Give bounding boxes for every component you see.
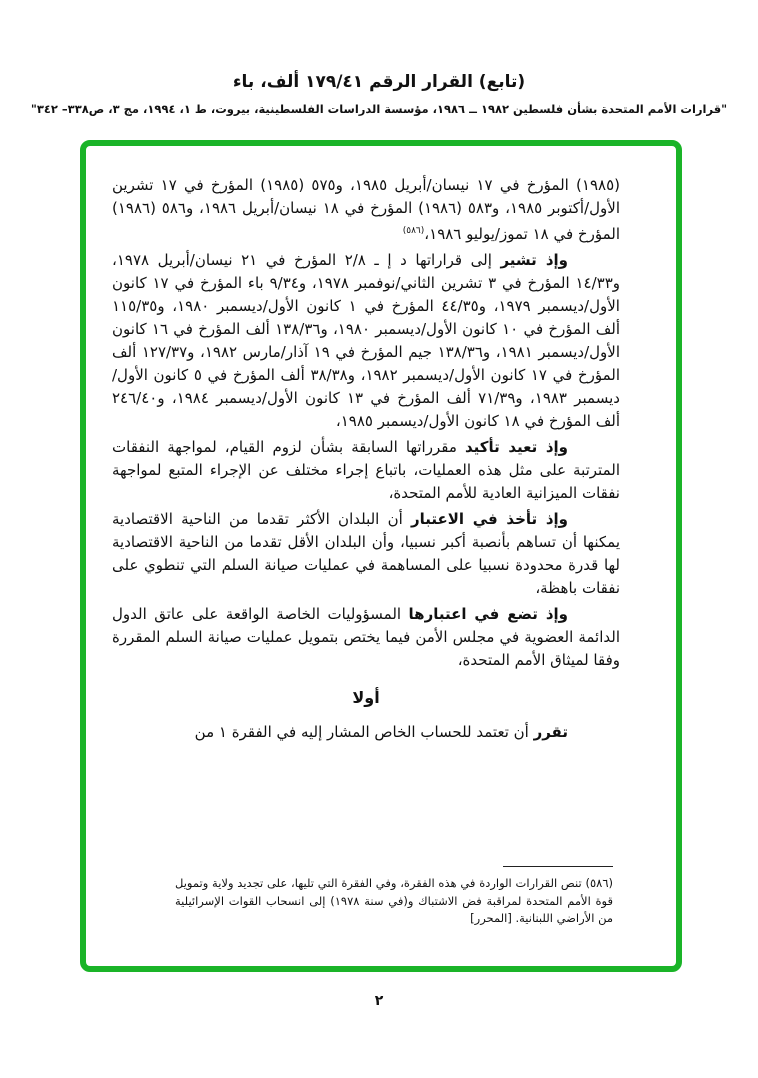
reaffirming-decisions-paragraph bbox=[112, 436, 620, 505]
page-title: (تابع) القرار الرقم ١٧٩/٤١ ألف، باء bbox=[232, 72, 526, 92]
paragraph-rest: أن البلدان الأكثر تقدما من الناحية الاقتصادية يمكنها أن تساهم بأنصبة أكبر نسبيا، وأن البلدان الأقل تقدما من الناحية الاقتصادية لها قدرة محدودة نسبيا على المساهمة في عمليات صيانة السلم التي تنطوي على نفقات باهظة، bbox=[112, 510, 620, 597]
paragraph-lead: وإذ تعيد تأكيد bbox=[464, 438, 568, 456]
paragraph-lead: تقرر bbox=[533, 723, 568, 741]
footnote-marker: (٥٨٦) bbox=[585, 876, 613, 890]
continuation-paragraph bbox=[112, 174, 620, 246]
section-heading-first: أولا bbox=[352, 688, 380, 707]
footnote-text: تنص القرارات الواردة في هذه الفقرة، وفي الفقرة التي تليها، على تجديد ولاية وتمويل قوة الأمم المتحدة لمراقبة فض الاشتباك و(في سنة ١٩٧٨) إلى انسحاب القوات الإسرائيلية من الأراضي اللبنانية. [المحرر] bbox=[175, 876, 613, 925]
paragraph-rest: مقرراتها السابقة بشأن لزوم القيام، لمواجهة النفقات المترتبة على مثل هذه العمليات، باتباع إجراء مختلف عن الإجراء المتبع لمواجهة نفقات الميزانية العادية للأمم المتحدة، bbox=[112, 438, 620, 502]
paragraph-rest: المسؤوليات الخاصة الواقعة على عاتق الدول الدائمة العضوية في مجلس الأمن فيما يختص بتمويل عمليات صيانة السلم المقررة وفقا لميثاق الأمم المتحدة، bbox=[112, 605, 620, 669]
paragraph-rest: إلى قراراتها د إ ـ ٢/٨ المؤرخ في ٢١ نيسان/أبريل ١٩٧٨، و١٤/٣٣ المؤرخ في ٣ تشرين الثاني/نوفمبر ١٩٧٨، و٩/٣٤ باء المؤرخ في ١٧ كانون الأول/ديسمبر ١٩٧٩، و٤٤/٣٥ المؤرخ في ١ كانون الأول/ديسمبر ١٩٨٠، و١١٥/٣٥ ألف المؤرخ في ١٠ كانون الأول/ديسمبر ١٩٨٠، و١٣٨/٣٦ ألف المؤرخ في ١٦ كانون الأول/ديسمبر ١٩٨١، و١٣٨/٣٦ جيم المؤرخ في ١٩ آذار/مارس ١٩٨٢، و١٢٧/٣٧ ألف المؤرخ في ١٧ كانون الأول/ديسمبر ١٩٨٢، و٣٨/٣٨ ألف المؤرخ في ٥ كانون الأول/ديسمبر ١٩٨٣، و٧١/٣٩ ألف المؤرخ في ١٣ كانون الأول/ديسمبر ١٩٨٤، و٢٤٦/٤٠ ألف المؤرخ في ١٨ كانون الأول/ديسمبر ١٩٨٥، bbox=[112, 251, 621, 430]
resolution-body bbox=[112, 140, 620, 747]
paragraph-lead: وإذ تشير bbox=[500, 251, 568, 269]
footnote-block bbox=[175, 866, 613, 931]
bearing-in-mind-paragraph bbox=[112, 603, 620, 672]
decides-paragraph bbox=[112, 721, 620, 744]
footnote-separator-rule bbox=[503, 866, 613, 867]
recalling-resolutions-paragraph bbox=[112, 249, 620, 433]
taking-into-account-paragraph bbox=[112, 508, 620, 600]
continuation-text: (١٩٨٥) المؤرخ في ١٧ نيسان/أبريل ١٩٨٥، و٥٧٥ (١٩٨٥) المؤرخ في ١٧ تشرين الأول/أكتوبر ١٩٨٥، و٥٨٣ (١٩٨٦) المؤرخ في ١٨ نيسان/أبريل ١٩٨٦، و٥٨٦ (١٩٨٦) المؤرخ في ١٨ تموز/يوليو ١٩٨٦، bbox=[112, 176, 620, 243]
page-number: ٢ bbox=[374, 993, 384, 1009]
footnote-reference: (٥٨٦) bbox=[402, 226, 425, 236]
source-citation: "قرارات الأمم المتحدة بشأن فلسطين ١٩٨٢ ــ ١٩٨٦، مؤسسة الدراسات الفلسطينية، بيروت، ط ١، ١٩٩٤، مج ٣، ص٣٣٨– ٣٤٢" bbox=[30, 102, 728, 116]
paragraph-rest: أن تعتمد للحساب الخاص المشار إليه في الفقرة ١ من bbox=[194, 723, 534, 741]
paragraph-lead: وإذ تضع في اعتبارها bbox=[408, 605, 568, 623]
footnote-paragraph bbox=[175, 875, 613, 928]
paragraph-lead: وإذ تأخذ في الاعتبار bbox=[410, 510, 568, 528]
